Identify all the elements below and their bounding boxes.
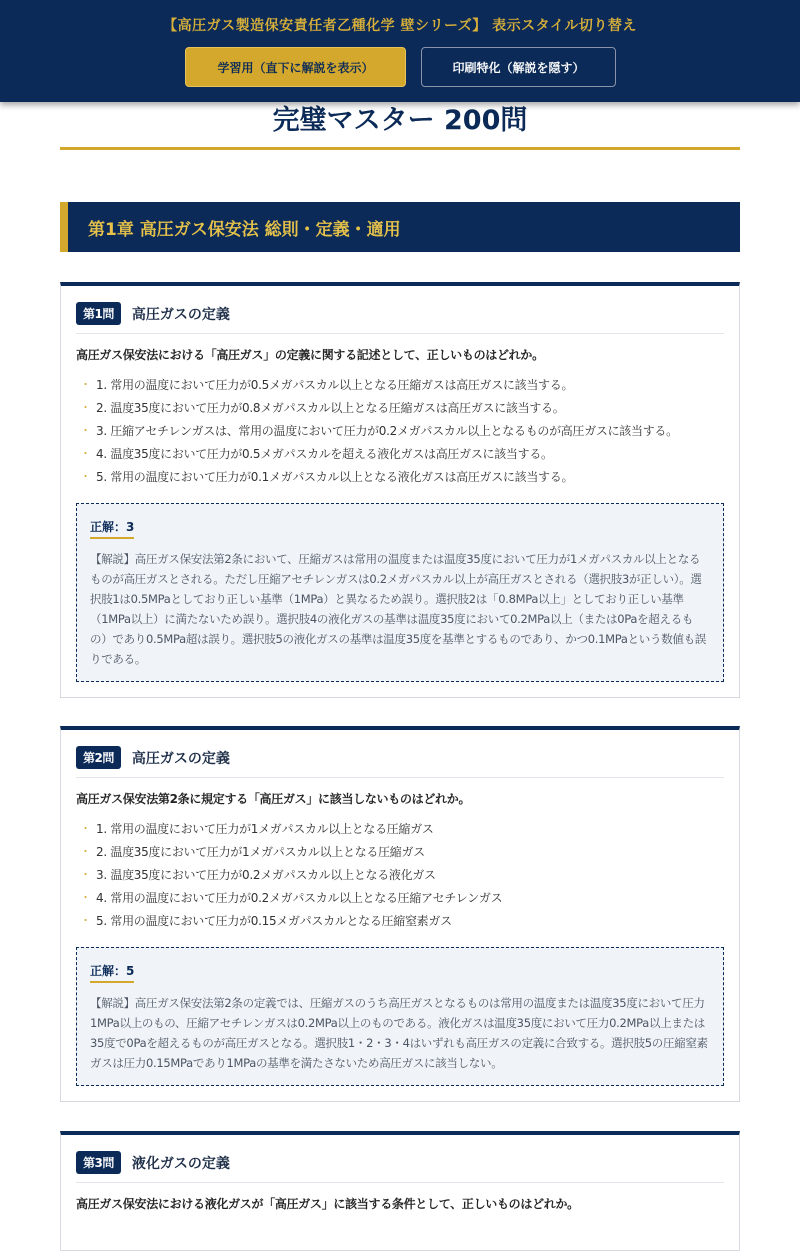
answer-box [76,503,724,682]
question-card [60,1131,740,1251]
explanation-text: 【解説】高圧ガス保安法第2条において、圧縮ガスは常用の温度または温度35度において圧力が1メガパスカル以上となるものが高圧ガスとされる。ただし圧縮アセチレンガスは0.2メガパスカル以上が高圧ガスとされる（選択肢3が正しい）。選択肢1は0.5MPaとしており正しい基準（1MPa）と異なるため誤り。選択肢2は「0.8MPa以上」としており正しい基準（1MPa以上）に満たないため誤り。選択肢4の液化ガスの基準は温度35度において0.2MPa以上（または0Paを超えるもの）であり0.5MPa超は誤り。選択肢5の液化ガスの基準は温度35度を基準とするものであり、かつ0.1MPaという数値も誤りである。 [90,552,706,666]
answer-box [76,947,724,1086]
answer-label: 正解：3 [90,518,134,539]
bullet-icon: ・ [80,470,91,483]
question-text: 高圧ガス保安法における液化ガスが「高圧ガス」に該当する条件として、正しいものはどれか。 [76,1197,579,1211]
question-number-badge: 第2問 [76,746,121,769]
page-title: 完璧マスター 200問 [60,90,740,150]
choice-item: ・ 2. 温度35度において圧力が0.8メガパスカル以上となる圧縮ガスは高圧ガスに該当する。 [76,399,724,422]
bullet-icon: ・ [80,424,91,437]
switcher-title: 【高圧ガス製造保安責任者乙種化学 壁シリーズ】 表示スタイル切り替え [163,18,637,34]
bullet-icon: ・ [80,401,91,414]
bullet-icon: ・ [80,447,91,460]
choice-item: ・ 4. 常用の温度において圧力が0.2メガパスカル以上となる圧縮アセチレンガス [76,889,724,912]
bullet-icon: ・ [80,845,91,858]
question-card [60,282,740,698]
question-card [60,726,740,1102]
bullet-icon: ・ [80,868,91,881]
bullet-icon: ・ [80,378,91,391]
choice-item: ・ 1. 常用の温度において圧力が1メガパスカル以上となる圧縮ガス [76,820,724,843]
question-header [76,302,724,334]
question-header [76,1151,724,1183]
choice-item: ・ 1. 常用の温度において圧力が0.5メガパスカル以上となる圧縮ガスは高圧ガスに該当する。 [76,376,724,399]
style-switcher-bar [0,0,800,102]
choice-list [76,376,724,491]
choice-item: ・ 2. 温度35度において圧力が1メガパスカル以上となる圧縮ガス [76,843,724,866]
question-number-badge: 第3問 [76,1151,121,1174]
bullet-icon: ・ [80,822,91,835]
print-mode-button[interactable]: 印刷特化（解説を隠す） [421,47,616,87]
choice-item: ・ 3. 温度35度において圧力が0.2メガパスカル以上となる液化ガス [76,866,724,889]
choice-item: ・ 5. 常用の温度において圧力が0.1メガパスカル以上となる液化ガスは高圧ガスに該当する。 [76,468,724,491]
choice-list [76,820,724,935]
question-text: 高圧ガス保安法第2条に規定する「高圧ガス」に該当しないものはどれか。 [76,792,471,806]
chapter-heading: 第1章 高圧ガス保安法 総則・定義・適用 [60,202,740,252]
study-mode-button[interactable]: 学習用（直下に解説を表示） [185,47,406,87]
question-title: 高圧ガスの定義 [131,750,230,767]
bullet-icon: ・ [80,891,91,904]
choice-item: ・ 5. 常用の温度において圧力が0.15メガパスカルとなる圧縮窒素ガス [76,912,724,935]
question-number-badge: 第1問 [76,302,121,325]
choice-item: ・ 3. 圧縮アセチレンガスは、常用の温度において圧力が0.2メガパスカル以上となるものが高圧ガスに該当する。 [76,422,724,445]
question-title: 高圧ガスの定義 [131,306,230,323]
bullet-icon: ・ [80,914,91,927]
choice-item: ・ 4. 温度35度において圧力が0.5メガパスカルを超える液化ガスは高圧ガスに該当する。 [76,445,724,468]
question-title: 液化ガスの定義 [131,1155,230,1172]
explanation-text: 【解説】高圧ガス保安法第2条の定義では、圧縮ガスのうち高圧ガスとなるものは常用の温度または温度35度において圧力1MPa以上のもの、圧縮アセチレンガスは0.2MPa以上のものである。液化ガスは温度35度において圧力0.2MPa以上または35度で0Paを超えるものが高圧ガスとなる。選択肢1・2・3・4はいずれも高圧ガスの定義に合致する。選択肢5の圧縮窒素ガスは圧力0.15MPaであり1MPaの基準を満たさないため高圧ガスに該当しない。 [90,996,708,1070]
question-header [76,746,724,778]
answer-label: 正解：5 [90,962,134,983]
question-text: 高圧ガス保安法における「高圧ガス」の定義に関する記述として、正しいものはどれか。 [76,348,544,362]
